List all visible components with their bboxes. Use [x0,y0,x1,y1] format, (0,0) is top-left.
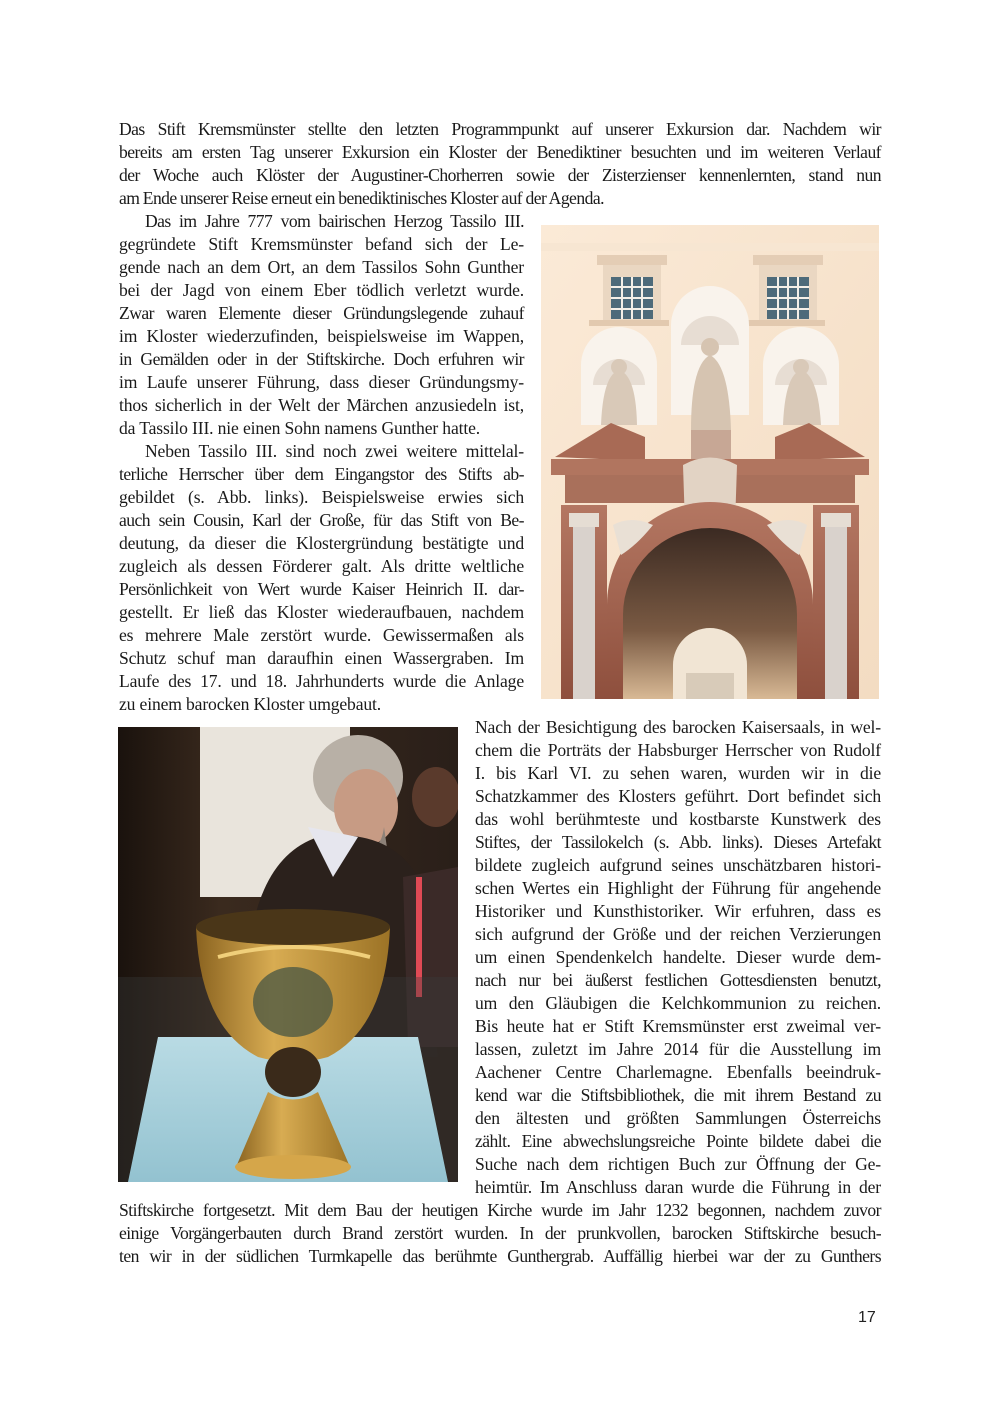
niche-left [581,327,657,425]
text-line: terliche Herrscher über dem Eingangstor des Stifts ab- [119,464,524,484]
text-line: Laufe des 17. und 18. Jahrhunderts wurde die Anlage [119,671,524,691]
text-line: auch sein Cousin, Karl der Große, für das Stift von Be- [119,510,524,530]
text-line: nach nur bei äußerst festlichen Gottesdiensten benutzt, [475,970,881,990]
text-line: bei der Jagd von einem Eber tödlich verletzt wurde. [119,280,524,300]
text-line: Schatzkammer des Klosters geführt. Dort befindet sich [475,786,881,806]
text-line: thos sicherlich in der Welt der Märchen anzusiedeln ist, [119,395,524,415]
niche-right [763,327,839,425]
text-line: Bis heute hat er Stift Kremsmünster erst zweimal ver- [475,1016,881,1036]
photo-stift-entrance-gate [541,225,879,699]
chalice-illustration [118,727,458,1182]
text-line: Das Stift Kremsmünster stellte den letzten Programmpunkt auf unserer Exkursion dar. Nachdem wir [119,119,881,139]
text-line: gegründete Stift Kremsmünster befand sich der Le- [119,234,524,254]
text-line: im Kloster wiederzufinden, beispielsweise im Wappen, [119,326,524,346]
text-line: da Tassilo III. nie einen Sohn namens Gunther hatte. [119,418,480,438]
text-line: es mehrere Male zerstört wurde. Gewissermaßen als [119,625,524,645]
text-line: Stiftskirche fortgesetzt. Mit dem Bau der heutigen Kirche wurde im Jahr 1232 begonnen, nachdem zuvor [119,1200,881,1220]
text-line: in Gemälden oder in der Stiftskirche. Doch erfuhren wir [119,349,524,369]
text-line: zählt. Eine abwechslungsreiche Pointe bildete dabei die [475,1131,881,1151]
facade-illustration [541,225,879,699]
text-line: Stiftes, der Tassilokelch (s. Abb. links). Dieses Artefakt [475,832,881,852]
text-line: um einen Spendenkelch handelte. Dieser wurde dem- [475,947,881,967]
text-line: bildete zugleich aufgrund seines unschätzbaren histori- [475,855,881,875]
text-line: deutung, da dieser die Klostergründung bestätigte und [119,533,524,553]
text-line: im Laufe unserer Führung, dass dieser Gründungsmy- [119,372,524,392]
text-line: Neben Tassilo III. sind noch zwei weitere mittelal- [145,441,524,461]
text-line: chem die Porträts der Habsburger Herrscher von Rudolf [475,740,881,760]
text-line: den ältesten und größten Sammlungen Österreichs [475,1108,881,1128]
text-line: der Woche auch Klöster der Augustiner-Chorherren sowie der Zisterzienser kennenlernten, stand nun [119,165,881,185]
text-line: lassen, zuletzt im Jahre 2014 für die Ausstellung im [475,1039,881,1059]
text-line: bereits am ersten Tag unserer Exkursion ein Kloster der Benediktiner besuchten und im weiteren Verlauf [119,142,881,162]
text-line: Schutz schuf man daraufhin einen Wassergraben. Im [119,648,524,668]
text-line: gende nach an dem Ort, an dem Tassilos Sohn Gunther [119,257,524,277]
text-line: I. bis Karl VI. zu sehen waren, wurden wir in die [475,763,881,783]
photo-tassilo-chalice [118,727,458,1182]
text-line: zugleich als dessen Förderer galt. Als dritte weltliche [119,556,524,576]
text-line: Das im Jahre 777 vom bairischen Herzog Tassilo III. [145,211,524,231]
text-line: gestellt. Er ließ das Kloster wiederaufbauen, nachdem [119,602,524,622]
text-line: kend war die Stiftsbibliothek, die mit ihrem Bestand zu [475,1085,881,1105]
text-line: schen Wertes ein Highlight der Führung für angehende [475,878,881,898]
text-line: am Ende unserer Reise erneut ein benediktinisches Kloster auf der Agenda. [119,188,604,208]
text-line: Aachener Centre Charlemagne. Ebenfalls beeindruk- [475,1062,881,1082]
text-line: gebildet (s. Abb. links). Beispielsweise erwies sich [119,487,524,507]
text-line: Nach der Besichtigung des barocken Kaisersaals, in wel- [475,717,881,737]
text-line: Persönlichkeit von Wert wurde Kaiser Heinrich II. dar- [119,579,524,599]
page-number: 17 [858,1309,876,1326]
text-line: um den Gläubigen die Kelchkommunion zu reichen. [475,993,881,1013]
text-line: Suche nach dem richtigen Buch zur Öffnung der Ge- [475,1154,881,1174]
text-line: ten wir in der südlichen Turmkapelle das berühmte Gunthergrab. Auffällig hierbei war der zu Gunthers [119,1246,881,1266]
text-line: Zwar waren Elemente dieser Gründungslegende zuhauf [119,303,524,323]
text-line: sich aufgrund der Größe und der reichen Verzierungen [475,924,881,944]
text-line: heimtür. Im Anschluss daran wurde die Führung in der [475,1177,881,1197]
text-line: Historiker und Kunsthistoriker. Wir erfuhren, dass es [475,901,881,921]
text-line: einige Vorgängerbauten durch Brand zerstört wurden. In der prunkvollen, barocken Stiftskirche besuch- [119,1223,881,1243]
text-line: zu einem barocken Kloster umgebaut. [119,694,381,714]
text-line: das wohl berühmteste und kostbarste Kunstwerk des [475,809,881,829]
